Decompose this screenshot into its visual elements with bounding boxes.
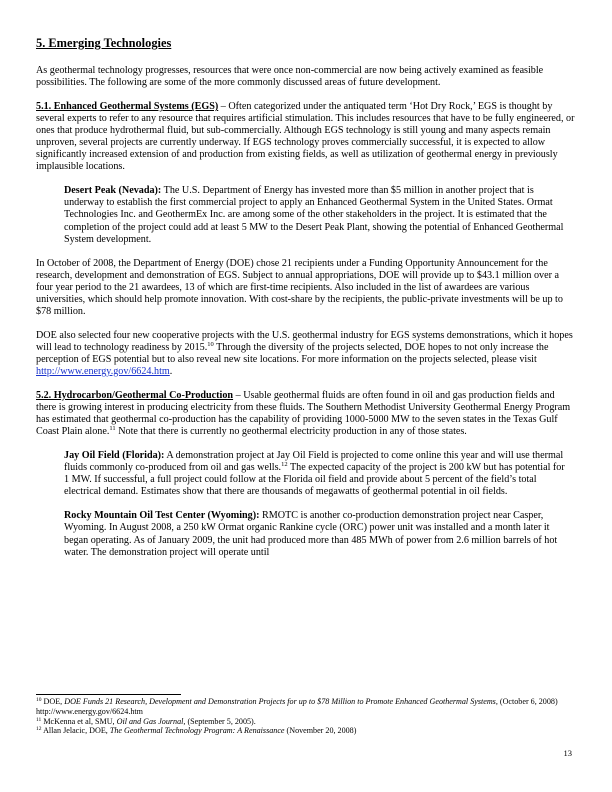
doe-coop-end: .	[169, 365, 173, 377]
doe-coop-paragraph	[36, 330, 576, 378]
footnote-11	[36, 717, 576, 727]
footnote-text: Allan Jelacic, DOE,	[41, 726, 110, 736]
footnote-title: The Geothermal Technology Program: A Renaissance	[109, 726, 285, 736]
footnote-text: DOE,	[41, 697, 65, 706]
egs-subheading: 5.1. Enhanced Geothermal Systems (EGS)	[36, 101, 219, 113]
coproduction-subheading: 5.2. Hydrocarbon/Geothermal Co-Production	[36, 390, 234, 402]
doe-2008-paragraph: In October of 2008, the Department of Energy (DOE) chose 21 recipients under a Funding Opportunity Announcement for the research, development and demonstration of EGS. Subject to annual appropriations, DOE will provide up to $43.1 million over a four year period to the 21 awardees, 13 of which are first-time recipients. Also included in the list of awardees are various universities, which should help promote innovation. With cost-share by the recipients, the public-private investments will be up to $78 million.	[36, 257, 563, 317]
egs-text: – Often categorized under the antiquated term ‘Hot Dry Rock,’ EGS is thought by several experts to refer to any resource that requires artificial stimulation. This includes resources that have to be fully engineered, or ones that produce hydrothermal fluid, but sub-commercially. Although EGS technology is still young and many aspects remain unproven, several projects are currently underway. If EGS technology proves commercially successful, it is expected to allow significantly increased extension of and production from existing fields, as well as utilization of geothermal energy in previously implausible locations.	[36, 101, 575, 173]
footnote-text: McKenna et al, SMU,	[41, 716, 117, 726]
footnote-title: Oil and Gas Journal	[116, 716, 184, 726]
rmotc-paragraph	[64, 510, 572, 558]
jay-oil-lead: Jay Oil Field (Florida):	[64, 450, 165, 462]
footnote-ref-10[interactable]: 10	[207, 340, 214, 348]
page-number: 13	[563, 748, 572, 758]
footnote-10	[36, 697, 576, 717]
footnote-text-end: , (September 5, 2005).	[183, 716, 256, 726]
rmotc-text: RMOTC is another co-production demonstration project near Casper, Wyoming. In August 2008, a 250 kW Ormat organic Rankine cycle (ORC) power unit was installed and a month later it began operating. As of January 2009, the unit had produced more than 485 MWh of power from 2.6 million barrels of hot water. The demonstration project will operate until	[64, 510, 558, 558]
doe-coop-text: DOE also selected four new cooperative projects with the U.S. geothermal industry for EGS systems demonstrations, which it hopes will lead to technology readiness by 2015.	[36, 329, 573, 353]
footnote-ref-11[interactable]: 11	[109, 425, 116, 433]
footnote-number: 10	[36, 697, 42, 703]
desert-peak-paragraph	[64, 185, 572, 245]
doe-coop-text-2: Through the diversity of the projects selected, DOE hopes to not only increase the perception of EGS potential but to also reveal new site locations. For more information on the projects selected, please visit	[36, 341, 549, 365]
section-heading: 5. Emerging Technologies	[36, 36, 172, 50]
jay-oil-text-2: The expected capacity of the project is 200 kW but has potential for 1 MW. If successful, a full project could follow at the Florida oil field and provide about 5 percent of the field’s total electrical demand. Estimates show that there are thousands of megawatts of geothermal potential in oil fields.	[64, 462, 565, 498]
footnote-number: 11	[36, 716, 42, 723]
footnotes	[36, 697, 576, 736]
footnote-12	[36, 726, 576, 736]
energy-gov-link[interactable]: http://www.energy.gov/6624.htm	[36, 365, 170, 377]
desert-peak-text: The U.S. Department of Energy has invested more than $5 million in another project that is underway to establish the first commercial project to apply an Enhanced Geothermal System in the United States. Ormat Technologies Inc. and GeothermEx Inc. are among some of the other stakeholders in the project. It is estimated that the completion of the project could add at least 5 MW to the Desert Peak Plant, showing the potential of Enhanced Geothermal System development.	[64, 185, 564, 245]
document-page	[36, 36, 576, 559]
footnote-title: DOE Funds 21 Research, Development and Demonstration Projects for up to $78 Million to Promote Enhanced Geothermal Systems	[64, 697, 496, 706]
coproduction-text: – Usable geothermal fluids are often found in oil and gas production fields and there is growing interest in producing electricity from these fluids. The Southern Methodist University Geothermal Energy Program has estimated that geothermal co-production has the capability of providing 1000-5000 MW to the seven states in the Texas Gulf Coast Plain alone.	[36, 390, 571, 438]
footnote-divider	[36, 694, 181, 695]
jay-oil-paragraph	[64, 450, 572, 498]
desert-peak-lead: Desert Peak (Nevada):	[64, 185, 162, 197]
footnote-ref-12[interactable]: 12	[281, 461, 288, 469]
egs-paragraph	[36, 101, 576, 173]
coproduction-text-2: Note that there is currently no geothermal electricity production in any of those states.	[115, 426, 467, 438]
coproduction-paragraph	[36, 390, 576, 438]
jay-oil-text: A demonstration project at Jay Oil Field is projected to come online this year and will use thermal fluids commonly co-produced from oil and gas wells.	[64, 450, 564, 474]
footnote-text-end: , (October 6, 2008) http://www.energy.gov/6624.htm	[36, 697, 558, 716]
footnote-number: 12	[36, 726, 42, 733]
footnote-text-end: (November 20, 2008)	[284, 726, 357, 736]
intro-paragraph: As geothermal technology progresses, resources that were once non-commercial are now being actively examined as feasible possibilities. The following are some of the more commonly discussed areas of future development.	[36, 65, 544, 89]
rmotc-lead: Rocky Mountain Oil Test Center (Wyoming):	[64, 510, 260, 522]
